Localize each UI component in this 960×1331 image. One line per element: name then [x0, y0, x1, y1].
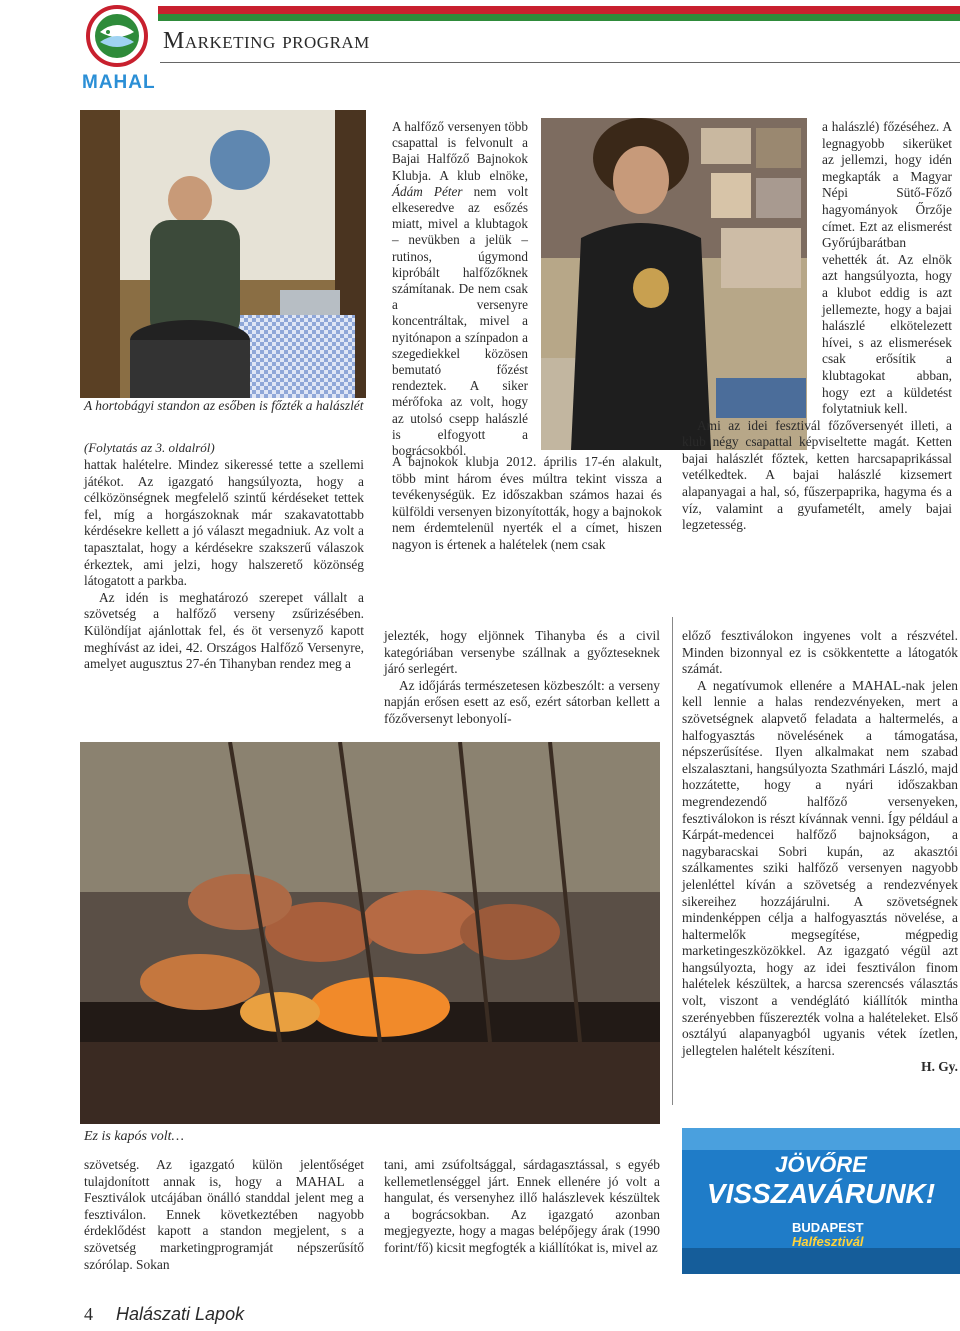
photo-hortobagyi-stand [80, 110, 366, 398]
banner-line1: JÖVŐRE [775, 1152, 867, 1177]
right-top-text [682, 119, 952, 534]
mid-bottom-text [384, 628, 660, 728]
mid-top-text [392, 119, 528, 459]
right-top-paragraph-2: Ami az idei fesztivál főzőversenyét illeti, a klub négy csapattal képviseltette magát. Ketten bajai halászlét főztek, ketten harcsapaprikással vetélkedtek. A bajai halászlé kizsemert alapanyagai a hal, só, fűszerpaprika, hagyma és a víz, valamint a gyufametélt, amely bajai legzetesség. [682, 417, 952, 533]
mid-bottom-paragraph-2: Az időjárás természetesen közbeszólt: a verseny napján erősen esett az eső, ezért sátorban kellett a főzőversenyt lebonyolí- [384, 677, 660, 726]
photo-grilled-fish [80, 742, 660, 1124]
photo1-caption: A hortobágyi standon az esőben is főzték a halászlét [84, 398, 364, 413]
page-number: 4 [84, 1304, 93, 1324]
banner-photo [682, 1128, 960, 1274]
banner-line2: VISSZAVÁRUNK! [706, 1178, 936, 1209]
mid-right-divider [672, 617, 673, 1105]
mid-bottom2-text [384, 1157, 660, 1257]
right-mid-paragraph-2: A negatívumok ellenére a MAHAL-nak jelen kell lennie a halas rendezvényeken, mert a szövetségnek alapvető feladata a haltermelés, a halfogyasztás növelésének a támogatása, népszerűsítése. Ilyen alkalmakat nem szabad elszalasztani, hangsúlyozta Szathmári László, majd hozzátette, hogy a nyári időszakban megrendezendő halfőző versenyeken, fesztiválokon is részt kívánnak venni. Így például a Kárpát-medencei halfőző bajnokságon, a nagybaracskai Sobri kupán, az akasztói szálkamentes sziki halfőző versenyen nagyobb jelenléttel kíván a szövetség a rendezvények sikereihez hozzájárulni. A szövetségnek mindenképpen célja a halfogyasztás növelése, a haltermelők megsegítése, mégpedig marketingeszközökkel. Az igazgató végül azt hangsúlyozta, hogy az idei fesztiválon finom halételek készültek, a harcsa szerencsés választás volt, viszont a vendéglátó kiállítók mintha szerényebben fűszerezték volna a halételeket. Első osztályú alapanyagból ugyanis vétek ízetlen, jellegtelen halételt készíteni. [682, 677, 958, 1058]
continued-note: (Folytatás az 3. oldalról) [84, 440, 215, 455]
header-stripe-green [158, 14, 960, 21]
mid-top-paragraph [392, 119, 528, 459]
person-name: Ádám Péter [392, 183, 463, 199]
mid-top-part2: nem volt elkeseredve az esőzés miatt, mivel a klubtagok – nevükben a jelük – rutinos, úgymond kipróbált halfőzőknek számítanak. De nem csak a versenyre koncentráltak, mivel a nyitónapon a színpadon a szegediekkel közösen bemutató főzést rendeztek. A siker mérőfoka az volt, hogy az utolsó csepp halászlé is elfogyott a bográcsokból. [392, 183, 528, 459]
right-mid-text [682, 628, 958, 1076]
mahal-logo [78, 4, 156, 96]
mid-bottom2-paragraph: tani, ami zsúfoltsággal, sárdagasztással, s egyéb kellemetlenséggel járt. Ennek ellenére jó volt a hangulat, és versenyhez illő halászlevek készültek a bográcsokban. Az igazgató azonban megjegyezte, hogy a magas belépőjegy árak (1990 forint/fő) kicsit megfogték a kiállítókat is, mivel az [384, 1157, 660, 1255]
header-rule [160, 62, 960, 63]
mid-under-photo-text [392, 454, 662, 554]
photo3-caption: Ez is kapós volt… [84, 1129, 184, 1144]
left-bottom-text [84, 1157, 364, 1273]
header-stripe-red [158, 6, 960, 14]
left-bottom-paragraph: szövetség. Az igazgató külön jelentőséget tulajdonított annak is, hogy a MAHAL a Fesztiválok utcájában önálló standdal jelent meg a fesztiválon. Ennek következtében nagyobb érdeklődést kapott a standon megjelent, s a szövetség marketingprogramját népszerűsítő szórólap. Sokan [84, 1157, 364, 1272]
author-signature: H. Gy. [921, 1059, 958, 1075]
section-title: Marketing program [163, 28, 370, 54]
left-paragraph-1: hattak halételre. Mindez sikeressé tette a szellemi játékot. Az igazgató hangsúlyozta, hogy a célközönségnek megfelelő szintű kérdéseket tettek fel, míg a horgászoknak már szakavatottabb kérdésekre kellett a jó választ megadniuk. Az volt a tapasztalat, hogy a kérdésekre szakszerű válaszok érkeztek, ami jelzi, hogy halszerető közönség látogatott a parkba. [84, 457, 364, 589]
left-paragraph-2: Az idén is meghatározó szerepet vállalt a szövetség a halfőző verseny zsűrizésében. Különdíjat ajánlottak fel, és öt versenyző kapott meghívást az idei, 42. Országos Halfőző Versenyre, amelyet augusztus 27-én Tihanyban rendez meg a [84, 589, 364, 672]
right-top-paragraph-1: a halászlé) főzéséhez. A legnagyobb sikerüket az jellemzi, hogy idén megkapták a Magyar Népi Sütő-Főző hagyományok Őrzője címet. Ezt az elismerést Győrújbarátban vehették át. Az elnök azt hangsúlyozta, hogy a klubot eddig is azt jellemezte, hogy a bajai halászlé elkötelezett hívei, s az elismerések csak erősítik a klubtagokat abban, hogy ezt a küldetést folytatniuk kell. [822, 119, 952, 417]
logo-text: MAHAL [82, 72, 156, 93]
banner-brand1: BUDAPEST [792, 1220, 864, 1235]
publication-name: Halászati Lapok [116, 1304, 245, 1324]
right-mid-paragraph-1: előző fesztiválokon ingyenes volt a részvétel. Minden bizonnyal ez is csökkentette a látogatók számát. [682, 628, 958, 677]
mid-top-part1: A halfőző versenyen több csapattal is felvonult a Bajai Halfőző Bajnokok Klubja. A klub elnöke, [392, 119, 528, 183]
mid-bottom-paragraph-1: jelezték, hogy eljönnek Tihanyba és a civil kategóriában versenybe szállnak a győzteseknek járó serlegért. [384, 628, 660, 677]
banner-brand2: Halfesztivál [792, 1234, 864, 1249]
left-column-text [84, 457, 364, 673]
mid-under-paragraph: A bajnokok klubja 2012. április 17-én alakult, több mint három éves múltra tekint vissza a tevékenységük. Ez időszakban számos hazai és külföldi versenyen bizonyították, hogy a bajnokok nem érdemtelenül nyerték el a címet, hiszen nagyon is értenek a halételek (nem csak [392, 454, 662, 552]
